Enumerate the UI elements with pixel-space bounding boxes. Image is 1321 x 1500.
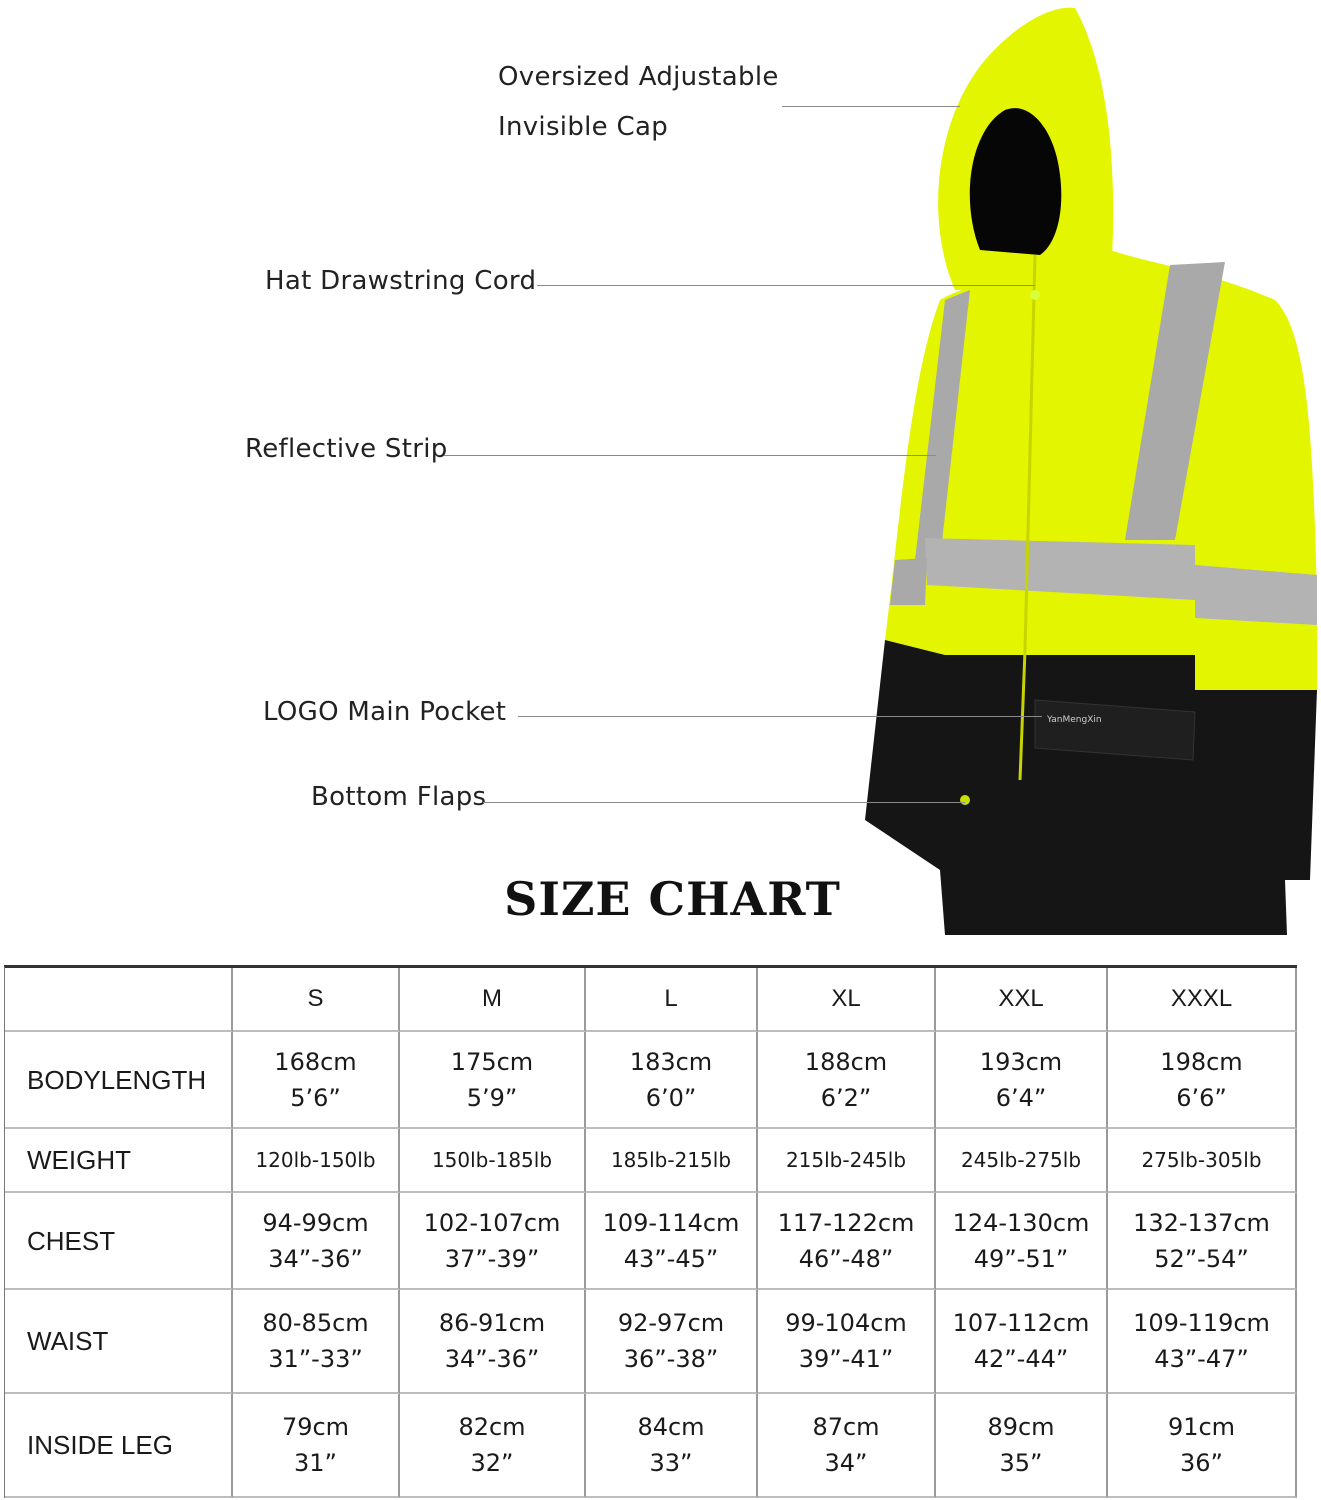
size-chart-title: SIZE CHART xyxy=(504,872,841,926)
table-cell: 102-107cm 37”-39” xyxy=(400,1193,586,1290)
table-cell: 89cm 35” xyxy=(936,1394,1108,1498)
callout-reflective: Reflective Strip xyxy=(245,434,448,464)
table-cell: 91cm 36” xyxy=(1108,1394,1297,1498)
size-header: XXXL xyxy=(1108,968,1297,1032)
rain-jacket-illustration xyxy=(855,0,1321,940)
table-cell: 193cm 6’4” xyxy=(936,1032,1108,1129)
table-cell: 168cm 5’6” xyxy=(233,1032,400,1129)
table-row-weight xyxy=(5,1129,1297,1193)
size-header: M xyxy=(400,968,586,1032)
table-cell: 99-104cm 39”-41” xyxy=(758,1290,936,1394)
table-cell: 107-112cm 42”-44” xyxy=(936,1290,1108,1394)
table-cell: 198cm 6’6” xyxy=(1108,1032,1297,1129)
row-label: BODYLENGTH xyxy=(5,1032,233,1129)
table-cell: 84cm 33” xyxy=(586,1394,758,1498)
table-row-bodylength xyxy=(5,1032,1297,1129)
table-cell: 185lb-215lb xyxy=(586,1129,758,1193)
corner-cell xyxy=(5,968,233,1032)
table-row-inside-leg xyxy=(5,1394,1297,1498)
callout-drawstring: Hat Drawstring Cord xyxy=(265,266,537,296)
table-row-waist xyxy=(5,1290,1297,1394)
row-label: INSIDE LEG xyxy=(5,1394,233,1498)
leader-line-flaps xyxy=(483,802,965,803)
leader-line-drawstring xyxy=(537,285,1035,286)
table-cell: 245lb-275lb xyxy=(936,1129,1108,1193)
table-cell: 124-130cm 49”-51” xyxy=(936,1193,1108,1290)
size-header: XL xyxy=(758,968,936,1032)
leader-line-pocket xyxy=(518,716,1042,717)
leader-line-cap xyxy=(782,106,960,107)
table-cell: 183cm 6’0” xyxy=(586,1032,758,1129)
bottom-flap-snap xyxy=(960,795,970,805)
table-cell: 80-85cm 31”-33” xyxy=(233,1290,400,1394)
reflective-band-sleeve-left xyxy=(890,558,927,605)
table-cell: 188cm 6’2” xyxy=(758,1032,936,1129)
logo-mark: YanMengXin xyxy=(1047,715,1102,725)
drawstring-toggle xyxy=(1030,290,1040,300)
table-cell: 150lb-185lb xyxy=(400,1129,586,1193)
table-cell: 120lb-150lb xyxy=(233,1129,400,1193)
callout-cap-line2: Invisible Cap xyxy=(498,112,669,142)
table-cell: 117-122cm 46”-48” xyxy=(758,1193,936,1290)
table-cell: 175cm 5’9” xyxy=(400,1032,586,1129)
row-label: WEIGHT xyxy=(5,1129,233,1193)
table-cell: 86-91cm 34”-36” xyxy=(400,1290,586,1394)
table-cell: 79cm 31” xyxy=(233,1394,400,1498)
size-header: XXL xyxy=(936,968,1108,1032)
leader-line-reflective xyxy=(444,455,936,456)
callout-flaps: Bottom Flaps xyxy=(311,782,487,812)
table-cell: 87cm 34” xyxy=(758,1394,936,1498)
table-cell: 132-137cm 52”-54” xyxy=(1108,1193,1297,1290)
table-cell: 94-99cm 34”-36” xyxy=(233,1193,400,1290)
table-cell: 92-97cm 36”-38” xyxy=(586,1290,758,1394)
size-chart-table xyxy=(4,965,1297,1498)
table-cell: 82cm 32” xyxy=(400,1394,586,1498)
table-row-chest xyxy=(5,1193,1297,1290)
size-header: S xyxy=(233,968,400,1032)
table-cell: 109-119cm 43”-47” xyxy=(1108,1290,1297,1394)
table-cell: 109-114cm 43”-45” xyxy=(586,1193,758,1290)
table-cell: 275lb-305lb xyxy=(1108,1129,1297,1193)
row-label: CHEST xyxy=(5,1193,233,1290)
table-cell: 215lb-245lb xyxy=(758,1129,936,1193)
row-label: WAIST xyxy=(5,1290,233,1394)
size-header-row xyxy=(5,968,1297,1032)
reflective-band-sleeve xyxy=(1195,565,1317,625)
callout-pocket: LOGO Main Pocket xyxy=(263,697,507,727)
size-header: L xyxy=(586,968,758,1032)
callout-cap-line1: Oversized Adjustable xyxy=(498,62,779,92)
